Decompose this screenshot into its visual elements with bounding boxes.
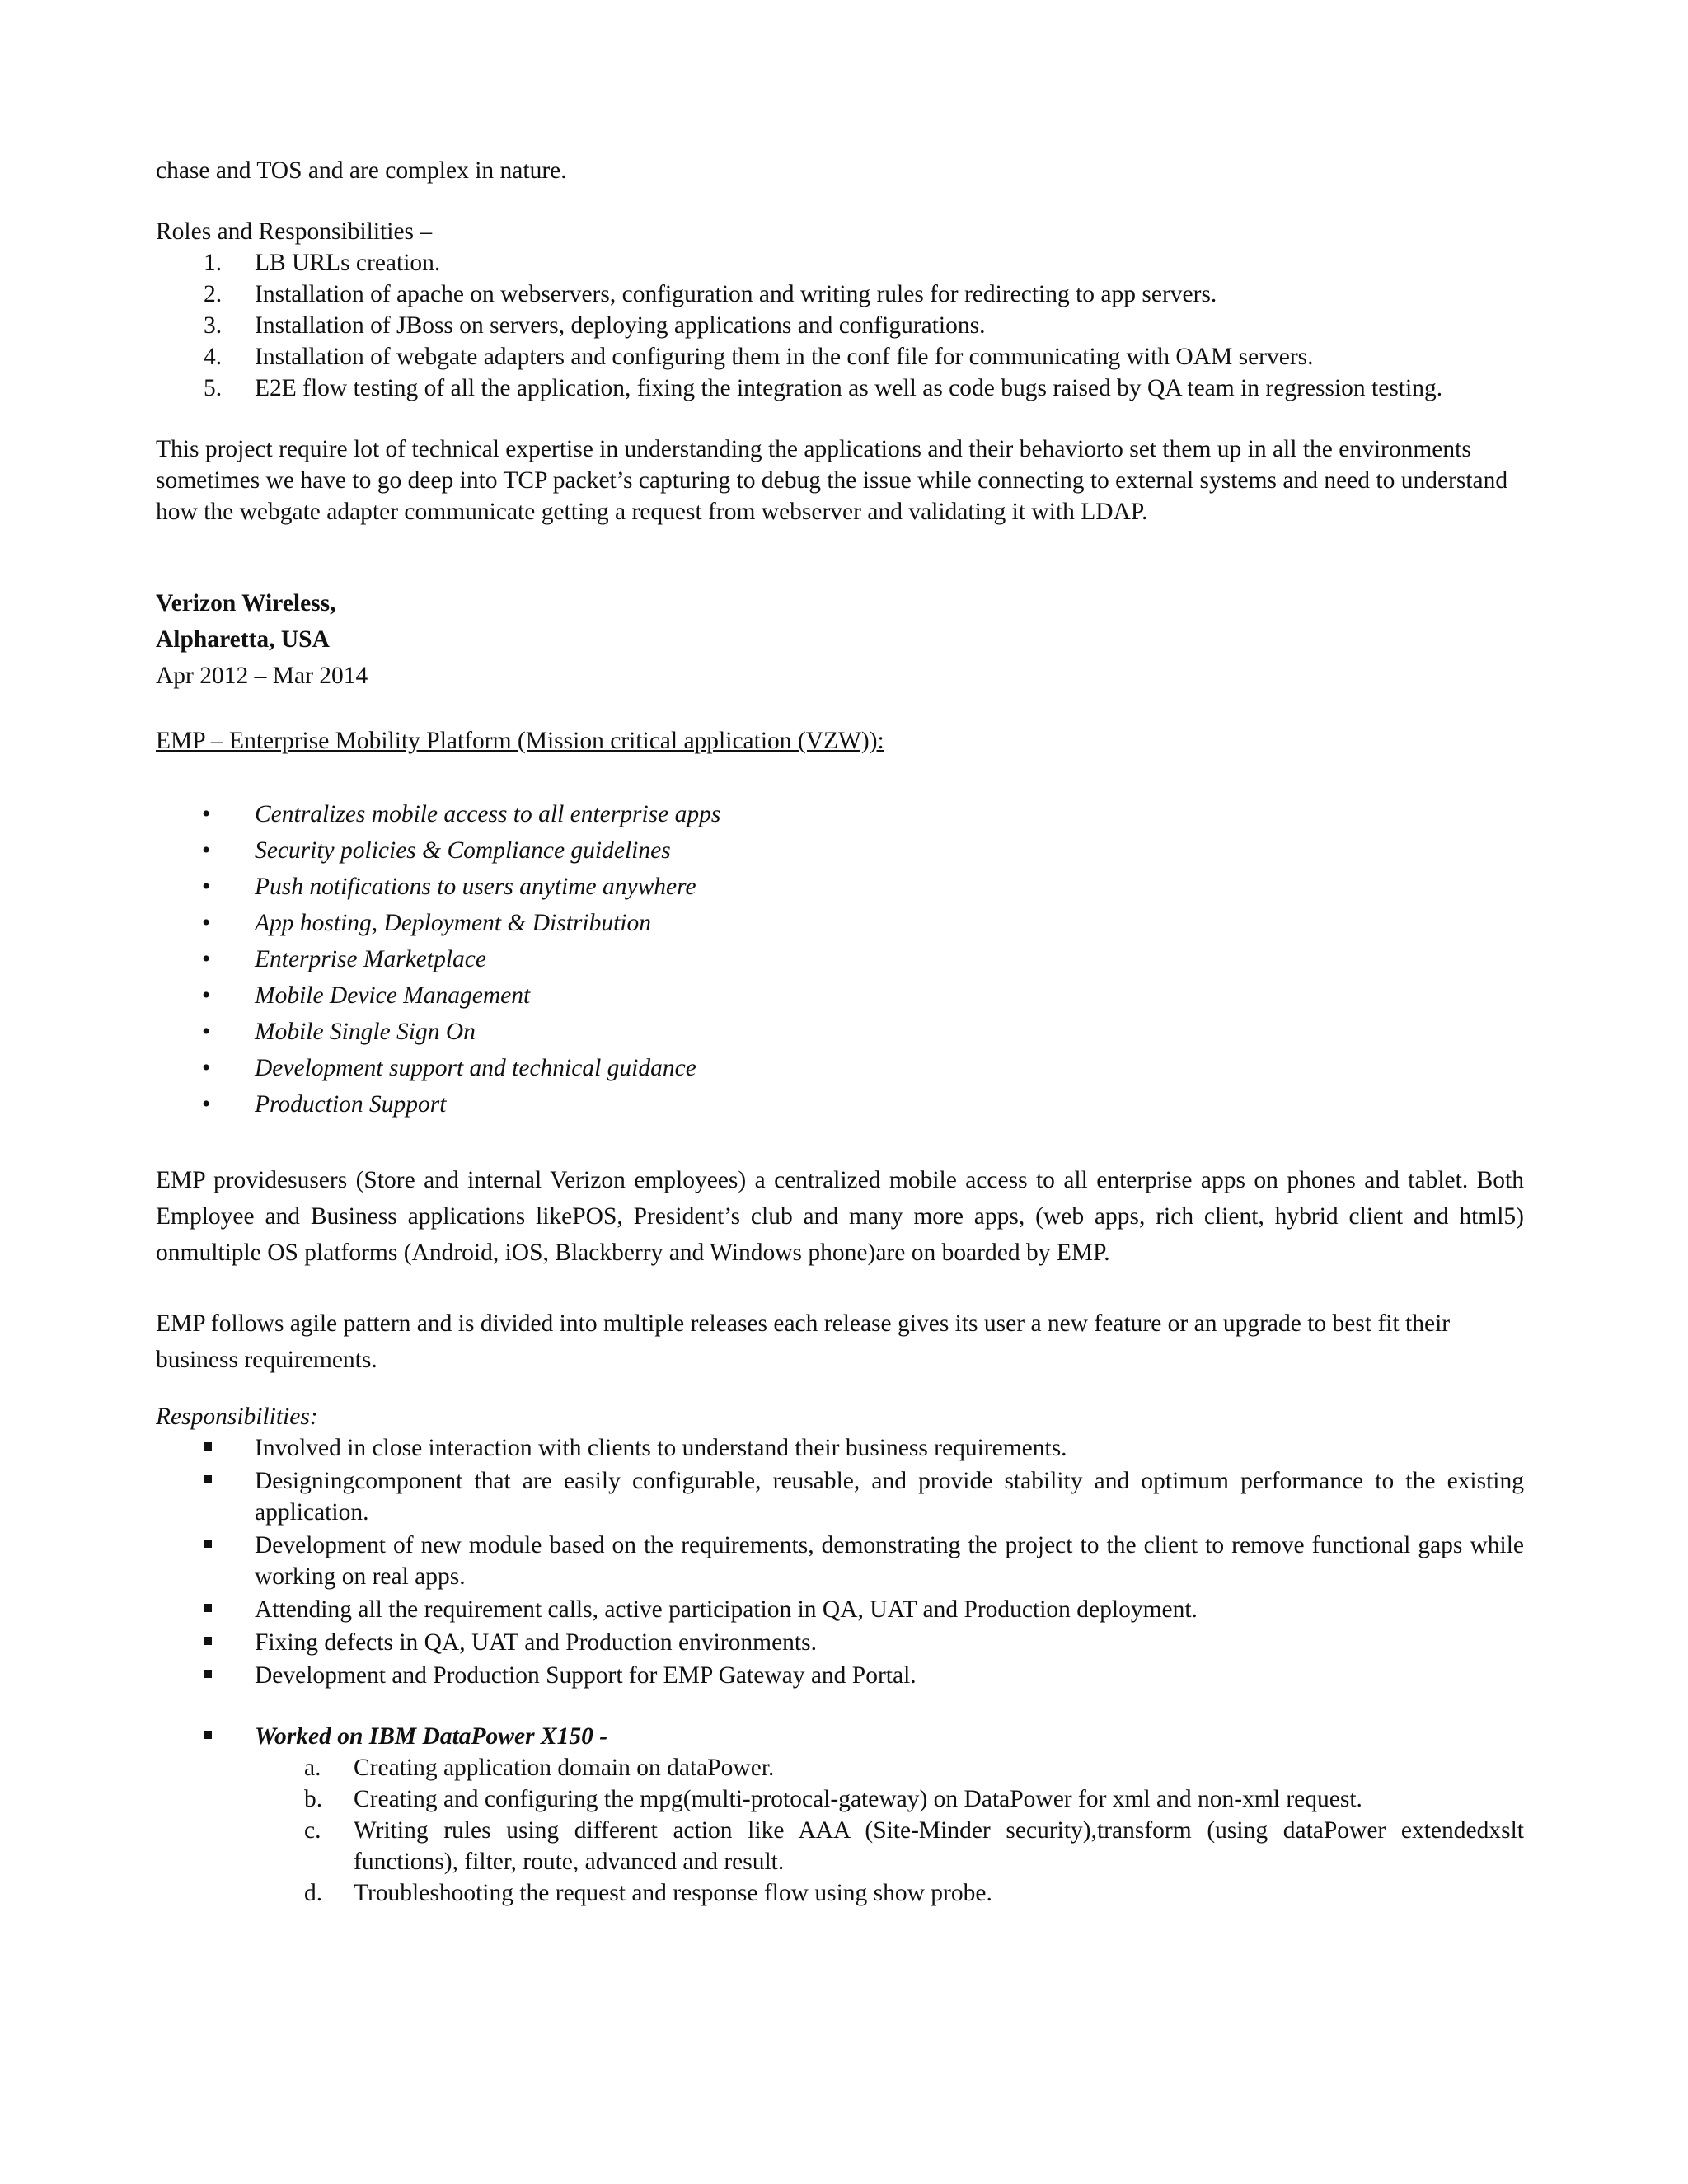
list-letter: d. [304,1880,323,1906]
roles-list [156,247,1524,404]
feature-list-item [156,941,1524,977]
bullet-icon: • [202,1019,211,1045]
feature-list [156,796,1524,1122]
resume-page [156,155,1524,1909]
list-number: 4. [204,344,223,370]
list-item-text: Installation of apache on webservers, configuration and writing rules for redirecting to app servers. [255,281,1217,307]
feature-list-item [156,1014,1524,1050]
responsibility-text: Development of new module based on the requirements, demonstrating the project to the client to remove functional gaps while working on real apps. [255,1532,1524,1590]
list-letter: c. [304,1817,321,1844]
list-item-text: E2E flow testing of all the application, fixing the integration as well as code bugs raised by QA team in regression testing. [255,375,1443,401]
square-bullet-icon [204,1637,212,1645]
bullet-icon: • [202,982,211,1009]
datapower-task-item [156,1815,1524,1877]
feature-list-item [156,905,1524,941]
employment-dates: Apr 2012 – Mar 2014 [156,663,368,689]
list-item-text: Installation of JBoss on servers, deploying applications and configurations. [255,312,986,339]
datapower-task-item [156,1877,1524,1909]
list-number: 2. [204,281,223,307]
responsibility-item [156,1627,1524,1658]
responsibility-text: Attending all the requirement calls, active participation in QA, UAT and Production deployment. [255,1596,1198,1623]
feature-text: Enterprise Marketplace [255,946,486,972]
feature-list-item [156,977,1524,1014]
bullet-icon: • [202,874,211,900]
feature-text: Mobile Device Management [255,982,531,1009]
list-item-text: Installation of webgate adapters and configuring them in the conf file for communicating with OAM servers. [255,344,1314,370]
responsibility-text: Development and Production Support for EMP Gateway and Portal. [255,1662,917,1689]
list-number: 3. [204,312,223,339]
roles-list-item [156,341,1524,373]
responsibility-text: Fixing defects in QA, UAT and Production environments. [255,1629,817,1656]
bullet-icon: • [202,910,211,936]
employer-company: Verizon Wireless, [156,590,336,616]
project-description-paragraph: This project require lot of technical expertise in understanding the applications and their behaviorto set them up in all the environments sometimes we have to go deep into TCP packet’s capturing to debug the issue while connecting to external systems and need to understand how the webgate adapter communicate getting a request from webserver and validating it with LDAP. [156,436,1508,525]
intro-tail-text: chase and TOS and are complex in nature. [156,157,567,184]
bullet-icon: • [202,837,211,864]
list-letter: a. [304,1755,321,1781]
feature-list-item [156,796,1524,832]
list-number: 1. [204,250,223,276]
datapower-task-item [156,1783,1524,1815]
feature-text: Centralizes mobile access to all enterprise apps [255,801,721,827]
datapower-section [156,1721,1524,1752]
roles-heading: Roles and Responsibilities – [156,218,433,245]
list-number: 5. [204,375,223,401]
list-letter: b. [304,1786,323,1812]
feature-text: Development support and technical guidance [255,1055,696,1081]
datapower-task-text: Creating and configuring the mpg(multi-protocal-gateway) on DataPower for xml and non-xml request. [354,1786,1362,1812]
datapower-heading: Worked on IBM DataPower X150 - [255,1723,608,1750]
feature-text: Production Support [255,1091,447,1118]
feature-list-item [156,869,1524,905]
responsibility-item [156,1660,1524,1691]
employer-location: Alpharetta, USA [156,626,330,653]
bullet-icon: • [202,946,211,972]
emp-overview-paragraph: EMP providesusers (Store and internal Verizon employees) a centralized mobile access to all enterprise apps on phones and tablet. Both Employee and Business applications likePOS, President’s club and many more apps, (web apps, rich client, hybrid client and html5) onmultiple OS platforms (Android, iOS, Blackberry and Windows phone)are on boarded by EMP. [156,1167,1524,1266]
responsibility-item [156,1594,1524,1625]
datapower-task-text: Writing rules using different action like AAA (Site-Minder security),transform (using dataPower extendedxslt functions), filter, route, advanced and result. [354,1817,1524,1875]
responsibilities-list [156,1432,1524,1691]
datapower-task-item [156,1752,1524,1783]
bullet-icon: • [202,1055,211,1081]
square-bullet-icon [204,1540,212,1548]
feature-text: App hosting, Deployment & Distribution [255,910,651,936]
datapower-task-list [156,1752,1524,1909]
responsibility-item [156,1465,1524,1528]
roles-list-item [156,279,1524,310]
feature-text: Security policies & Compliance guidelines [255,837,671,864]
responsibility-text: Involved in close interaction with clients to understand their business requirements. [255,1435,1067,1461]
roles-list-item [156,247,1524,279]
project-title: EMP – Enterprise Mobility Platform (Mission critical application (VZW)): [156,728,884,754]
square-bullet-icon [204,1670,212,1678]
feature-list-item [156,1050,1524,1086]
square-bullet-icon [204,1604,212,1612]
emp-agile-paragraph: EMP follows agile pattern and is divided into multiple releases each release gives its user a new feature or an upgrade to best fit their business requirements. [156,1310,1451,1373]
list-item-text: LB URLs creation. [255,250,441,276]
roles-list-item [156,310,1524,341]
feature-text: Mobile Single Sign On [255,1019,476,1045]
datapower-task-text: Troubleshooting the request and response flow using show probe. [354,1880,992,1906]
responsibility-item [156,1530,1524,1592]
bullet-icon: • [202,1091,211,1118]
square-bullet-icon [204,1442,212,1451]
feature-text: Push notifications to users anytime anywhere [255,874,696,900]
bullet-icon: • [202,801,211,827]
square-bullet-icon [204,1475,212,1483]
responsibility-item [156,1432,1524,1464]
responsibilities-heading: Responsibilities: [156,1404,318,1430]
feature-list-item [156,1086,1524,1122]
square-bullet-icon [204,1731,212,1739]
responsibility-text: Designingcomponent that are easily configurable, reusable, and provide stability and optimum performance to the existing application. [255,1468,1524,1526]
feature-list-item [156,832,1524,869]
datapower-heading-item [156,1721,1524,1752]
roles-list-item [156,373,1524,404]
datapower-task-text: Creating application domain on dataPower. [354,1755,775,1781]
